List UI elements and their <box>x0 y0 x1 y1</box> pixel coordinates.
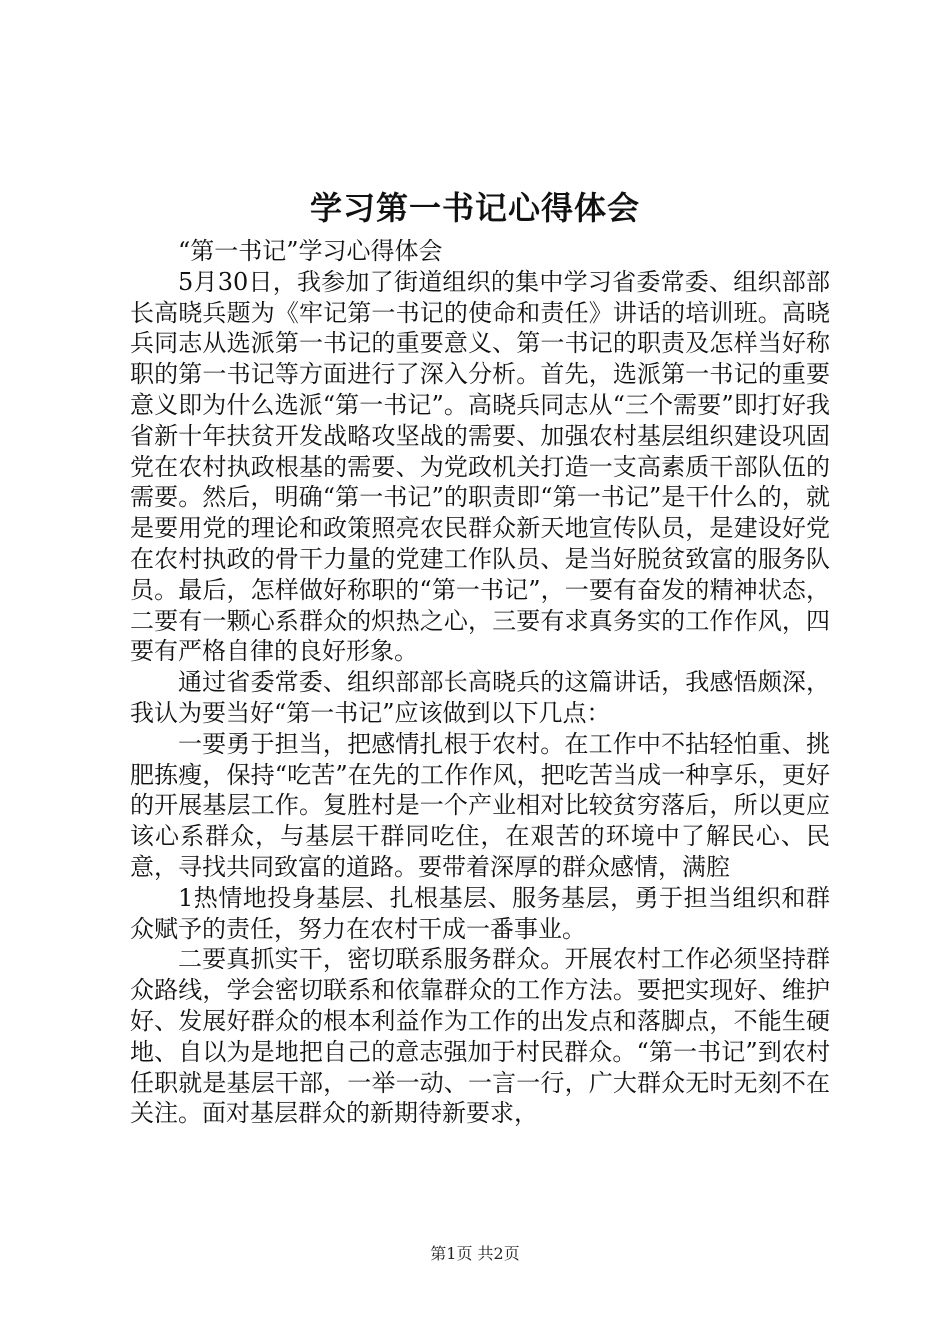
paragraph: 一要勇于担当，把感情扎根于农村。在工作中不拈轻怕重、挑肥拣瘦，保持“吃苦”在先的工作作风，把吃苦当成一种享乐，更好的开展基层工作。复胜村是一个产业相对比较贫穷落后，所以更应该心系群众，与基层干群同吃住，在艰苦的环境中了解民心、民意，寻找共同致富的道路。要带着深厚的群众感情，满腔 <box>130 729 830 881</box>
document-subtitle: “第一书记”学习心得体会 <box>178 237 443 265</box>
paragraph: 通过省委常委、组织部部长高晓兵的这篇讲话，我感悟颇深，我认为要当好“第一书记”应该做到以下几点： <box>130 668 830 727</box>
page-footer: 第1页 共2页 <box>430 1244 520 1263</box>
paragraph: 二要真抓实干，密切联系服务群众。开展农村工作必须坚持群众路线，学会密切联系和依靠群众的工作方法。要把实现好、维护好、发展好群众的根本利益作为工作的出发点和落脚点，不能生硬地、自以为是地把自己的意志强加于村民群众。“第一书记”到农村任职就是基层干部，一举一动、一言一行，广大群众无时无刻不在关注。面对基层群众的新期待新要求， <box>130 945 830 1128</box>
document-title: 学习第一书记心得体会 <box>309 189 640 227</box>
paragraph: 5月30日，我参加了街道组织的集中学习省委常委、组织部部长高晓兵题为《牢记第一书记的使命和责任》讲话的培训班。高晓兵同志从选派第一书记的重要意义、第一书记的职责及怎样当好称职的第一书记等方面进行了深入分析。首先，选派第一书记的重要意义即为什么选派“第一书记”。高晓兵同志从“三个需要”即打好我省新十年扶贫开发战略攻坚战的需要、加强农村基层组织建设巩固党在农村执政根基的需要、为党政机关打造一支高素质干部队伍的需要。然后，明确“第一书记”的职责即“第一书记”是干什么的，就是要用党的理论和政策照亮农民群众新天地宣传队员，是建设好党在农村执政的骨干力量的党建工作队员、是当好脱贫致富的服务队员。最后，怎样做好称职的“第一书记”，一要有奋发的精神状态，二要有一颗心系群众的炽热之心，三要有求真务实的工作作风，四要有严格自律的良好形象。 <box>130 267 830 666</box>
document-body <box>130 236 830 1129</box>
paragraph: 1热情地投身基层、扎根基层、服务基层，勇于担当组织和群众赋予的责任，努力在农村干成一番事业。 <box>130 883 830 943</box>
